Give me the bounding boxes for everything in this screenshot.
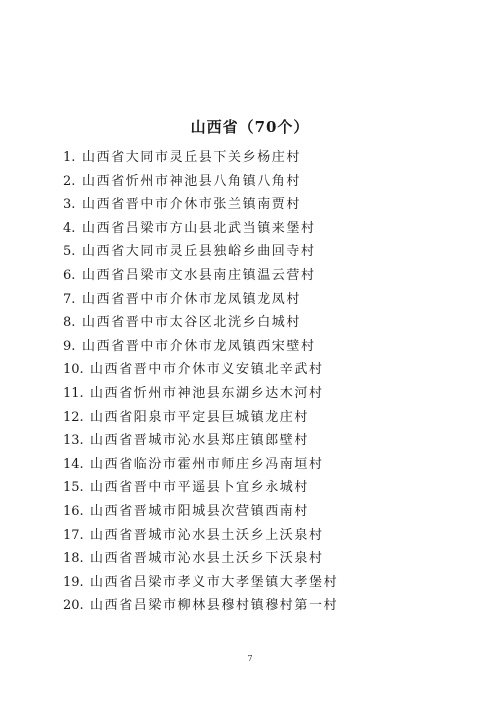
list-item (63, 193, 338, 217)
item-number: 14. (63, 456, 84, 472)
list-item (63, 240, 338, 264)
list-item (63, 311, 338, 335)
item-text: 山西省晋中市介休市龙凤镇龙凤村 (82, 291, 302, 307)
item-text: 山西省晋中市介休市龙凤镇西宋壁村 (82, 338, 316, 354)
item-number: 10. (63, 362, 84, 378)
item-number: 13. (63, 433, 84, 449)
item-text: 山西省大同市灵丘县下关乡杨庄村 (82, 150, 302, 165)
list-item (63, 335, 338, 359)
item-text: 山西省忻州市神池县八角镇八角村 (82, 173, 302, 189)
item-number: 17. (63, 527, 84, 543)
list-item (63, 547, 338, 571)
list-item (63, 524, 338, 548)
item-number: 8. (63, 315, 76, 331)
list-item (63, 453, 338, 477)
item-text: 山西省大同市灵丘县独峪乡曲回寺村 (82, 244, 316, 260)
item-text: 山西省晋城市沁水县土沃乡下沃泉村 (90, 551, 324, 567)
item-number: 7. (63, 291, 76, 307)
item-text: 山西省忻州市神池县东湖乡达木河村 (90, 385, 324, 401)
item-text: 山西省吕梁市柳林县穆村镇穆村第一村 (90, 598, 339, 614)
item-number: 19. (63, 574, 84, 590)
item-number: 18. (63, 551, 84, 567)
item-number: 6. (63, 267, 76, 283)
item-text: 山西省阳泉市平定县巨城镇龙庄村 (90, 409, 310, 425)
page-number: 7 (247, 654, 253, 663)
item-text: 山西省吕梁市方山县北武当镇来堡村 (82, 220, 316, 236)
list-item (63, 382, 338, 406)
item-text: 山西省晋中市太谷区北洸乡白城村 (82, 315, 302, 331)
item-number: 16. (63, 503, 84, 519)
item-text: 山西省吕梁市孝义市大孝堡镇大孝堡村 (90, 574, 339, 590)
item-number: 3. (63, 197, 76, 213)
list-item (63, 264, 338, 288)
list-item (63, 146, 338, 170)
list-item (63, 594, 338, 618)
list-item (63, 288, 338, 312)
item-text: 山西省晋城市阳城县次营镇西南村 (90, 503, 310, 519)
list-item (63, 476, 338, 500)
item-text: 山西省晋中市介休市义安镇北辛武村 (90, 362, 324, 378)
list-item (63, 500, 338, 524)
item-number: 11. (63, 385, 84, 401)
item-number: 9. (63, 338, 76, 354)
item-number: 4. (63, 220, 76, 236)
list-item (63, 170, 338, 194)
list-item (63, 406, 338, 430)
list-item (63, 358, 338, 382)
item-number: 1. (63, 150, 76, 165)
list-item (63, 217, 338, 241)
item-number: 12. (63, 409, 84, 425)
item-text: 山西省晋中市介休市张兰镇南贾村 (82, 197, 302, 213)
item-text: 山西省晋城市沁水县土沃乡上沃泉村 (90, 527, 324, 543)
item-text: 山西省晋中市平遥县卜宜乡永城村 (90, 480, 310, 496)
item-number: 20. (63, 598, 84, 614)
item-text: 山西省临汾市霍州市师庄乡冯南垣村 (90, 456, 324, 472)
village-list (63, 146, 338, 618)
page-title: 山西省（70个） (190, 118, 310, 136)
list-item (63, 429, 338, 453)
list-item (63, 571, 338, 595)
item-number: 2. (63, 173, 76, 189)
item-number: 5. (63, 244, 76, 260)
item-text: 山西省晋城市沁水县郑庄镇郎壁村 (90, 433, 310, 449)
item-text: 山西省吕梁市文水县南庄镇温云营村 (82, 267, 316, 283)
item-number: 15. (63, 480, 84, 496)
